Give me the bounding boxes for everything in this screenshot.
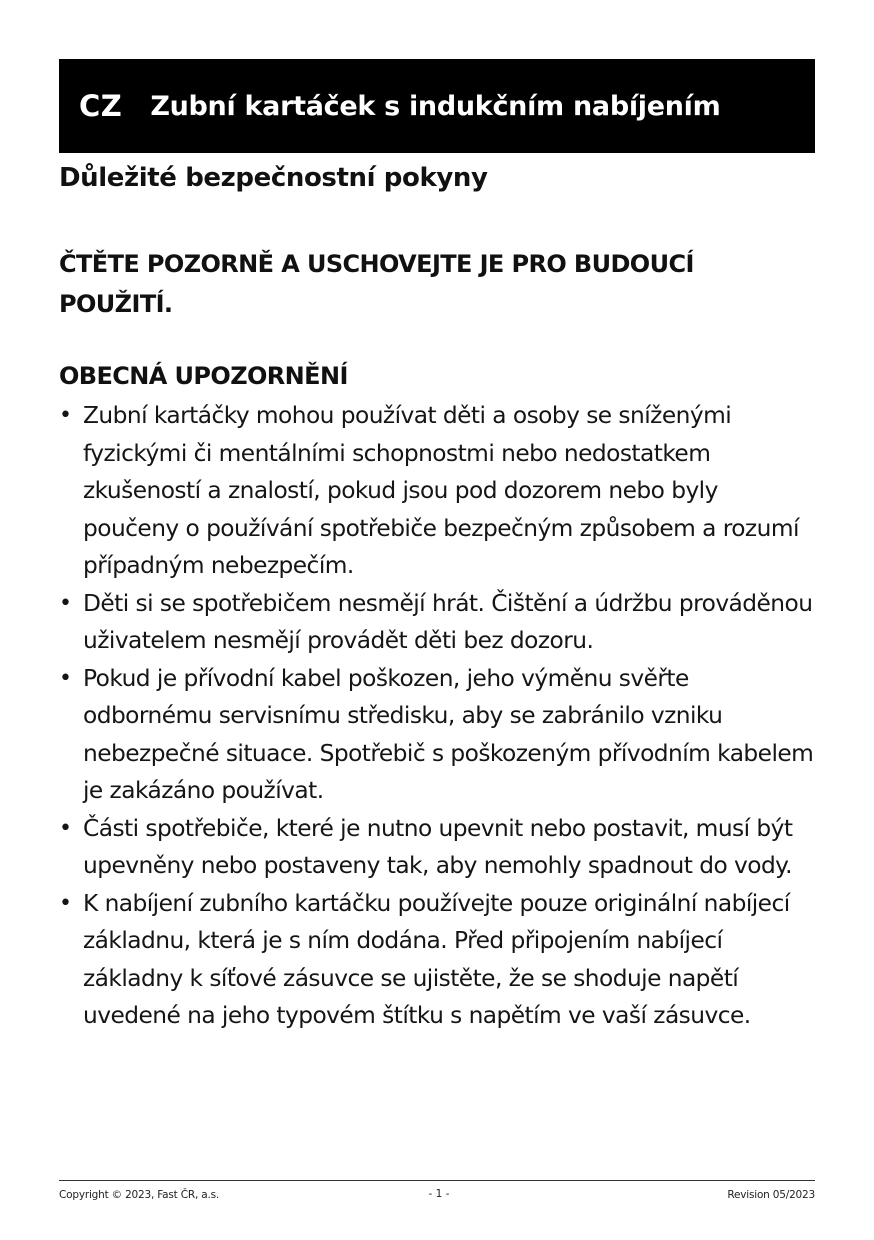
general-warnings-heading: OBECNÁ UPOZORNĚNÍ xyxy=(59,362,348,390)
footer-copyright: Copyright © 2023, Fast ČR, a.s. xyxy=(59,1189,219,1201)
section-title: Důležité bezpečnostní pokyny xyxy=(59,163,488,193)
general-warnings-list xyxy=(59,397,815,1035)
title-banner xyxy=(59,59,815,153)
warning-item: • Zubní kartáčky mohou používat děti a osoby se sníženými fyzickými či mentálními schopnostmi nebo nedostatkem zkušeností a znalostí, pokud jsou pod dozorem nebo byly poučeny o používání spotřebiče bezpečným způsobem a rozumí případným nebezpečím. xyxy=(59,397,815,585)
document-title: Zubní kartáček s indukčním nabíjením xyxy=(150,90,721,122)
warning-item: • Děti si se spotřebičem nesmějí hrát. Čištění a údržbu prováděnou uživatelem nesmějí provádět děti bez dozoru. xyxy=(59,585,815,660)
warning-item: • Pokud je přívodní kabel poškozen, jeho výměnu svěřte odbornému servisnímu středisku, aby se zabránilo vzniku nebezpečné situace. Spotřebič s poškozeným přívodním kabelem je zakázáno používat. xyxy=(59,660,815,810)
read-notice: ČTĚTE POZORNĚ A USCHOVEJTE JE PRO BUDOUCÍ POUŽITÍ. xyxy=(59,250,694,318)
language-code: CZ xyxy=(79,89,123,123)
revision-label: Revision 05/2023 xyxy=(727,1189,815,1201)
warning-item: • K nabíjení zubního kartáčku používejte pouze originální nabíjecí základnu, která je s ním dodána. Před připojením nabíjecí základny k síťové zásuvce se ujistěte, že se shoduje napětí uvedené na jeho typovém štítku s napětím ve vaší zásuvce. xyxy=(59,885,815,1035)
page-number: - 1 - xyxy=(428,1188,450,1200)
warning-item: • Části spotřebiče, které je nutno upevnit nebo postavit, musí být upevněny nebo postaveny tak, aby nemohly spadnout do vody. xyxy=(59,810,815,885)
footer-divider xyxy=(59,1180,815,1181)
